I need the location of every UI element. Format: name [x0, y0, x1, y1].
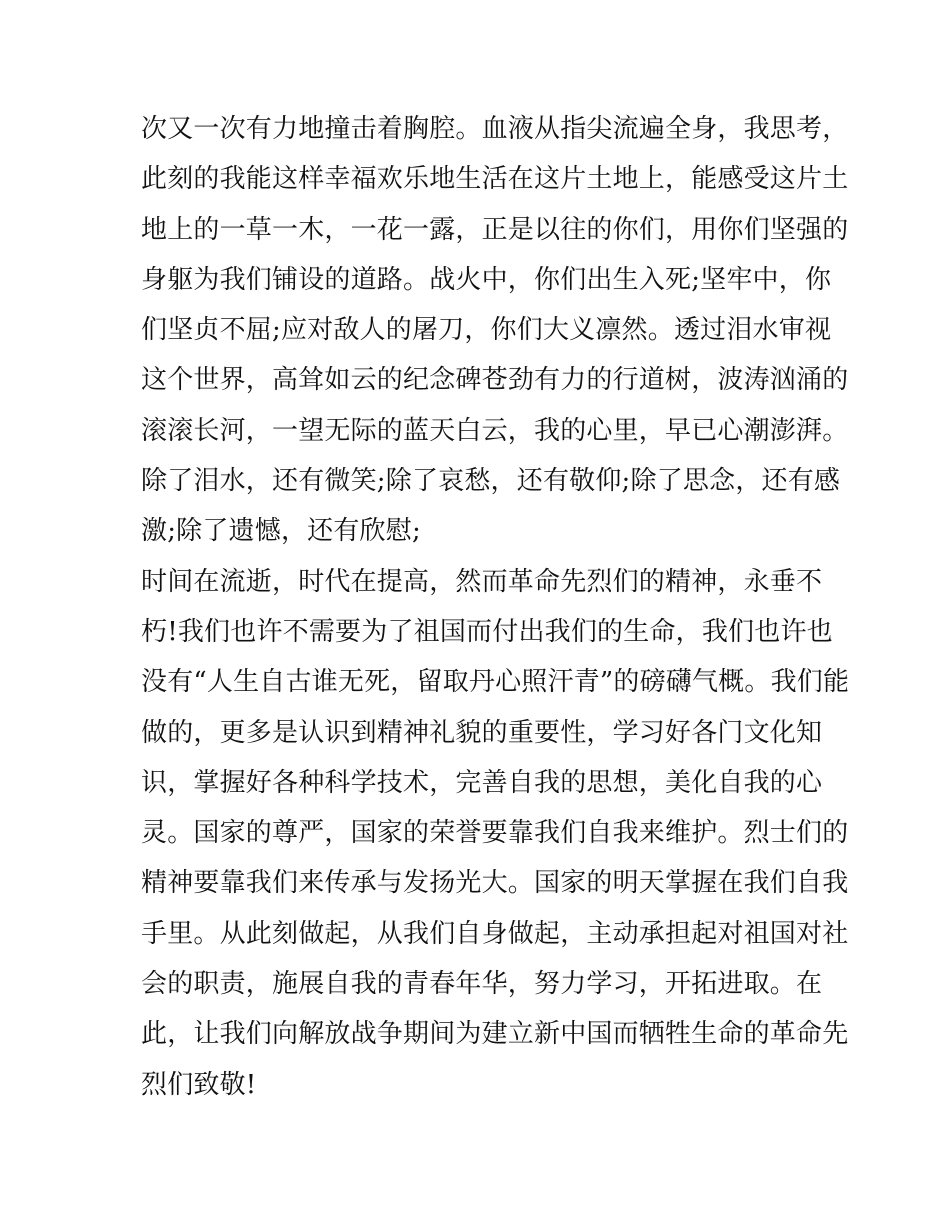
text-line: 识，掌握好各种科学技术，完善自我的思想，美化自我的心 — [141, 767, 823, 798]
text-line: 激;除了遗憾，还有欣慰; — [141, 516, 421, 547]
text-line: 滚滚长河，一望无际的蓝天白云，我的心里，早已心潮澎湃。 — [141, 415, 849, 446]
text-line: 没有“人生自古谁无死，留取丹心照汗青”的磅礴气概。我们能 — [141, 667, 850, 698]
text-line: 会的职责，施展自我的青春年华，努力学习，开拓进取。在 — [141, 969, 823, 1000]
text-line: 们坚贞不屈;应对敌人的屠刀，你们大义凛然。透过泪水审视 — [141, 315, 832, 346]
body-text — [141, 104, 850, 1110]
text-line: 做的，更多是认识到精神礼貌的重要性，学习好各门文化知 — [141, 717, 823, 748]
text-line: 地上的一草一木，一花一露，正是以往的你们，用你们坚强的 — [141, 214, 849, 245]
text-line: 此，让我们向解放战争期间为建立新中国而牺牲生命的革命先 — [141, 1019, 849, 1050]
text-line: 朽!我们也许不需要为了祖国而付出我们的生命，我们也许也 — [141, 616, 833, 647]
text-line: 此刻的我能这样幸福欢乐地生活在这片土地上，能感受这片土 — [141, 164, 849, 195]
text-line: 除了泪水，还有微笑;除了哀愁，还有敬仰;除了思念，还有感 — [141, 466, 841, 497]
text-line: 手里。从此刻做起，从我们自身做起，主动承担起对祖国对社 — [141, 918, 849, 949]
text-line: 精神要靠我们来传承与发扬光大。国家的明天掌握在我们自我 — [141, 868, 849, 899]
text-line: 身躯为我们铺设的道路。战火中，你们出生入死;坚牢中，你 — [141, 264, 832, 295]
text-line: 灵。国家的尊严，国家的荣誉要靠我们自我来维护。烈士们的 — [141, 818, 849, 849]
text-line: 烈们致敬! — [141, 1069, 257, 1100]
text-line: 次又一次有力地撞击着胸腔。血液从指尖流遍全身，我思考， — [141, 114, 849, 144]
text-line: 这个世界，高耸如云的纪念碑苍劲有力的行道树，波涛汹涌的 — [141, 365, 849, 396]
text-line: 时间在流逝，时代在提高，然而革命先烈们的精神，永垂不 — [141, 566, 823, 597]
